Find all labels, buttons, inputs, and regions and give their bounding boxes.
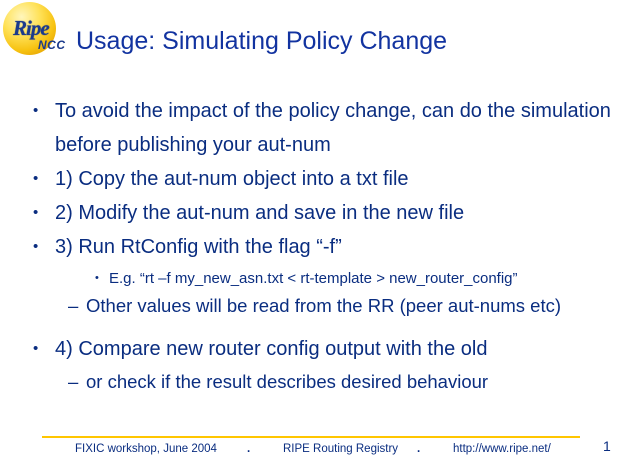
dash-bullet-item xyxy=(68,368,623,395)
slide-title: Usage: Simulating Policy Change xyxy=(76,27,448,55)
bullet-item xyxy=(33,196,623,230)
logo-ncc-text: NCC xyxy=(38,38,66,52)
bullet-marker: • xyxy=(33,102,39,119)
bullet-text: 2) Modify the aut-num and save in the new file xyxy=(55,202,465,224)
bullet-marker: • xyxy=(33,170,39,187)
page-number: 1 xyxy=(603,438,611,454)
footer-event: FIXIC workshop, June 2004 xyxy=(75,443,217,455)
bullet-marker: • xyxy=(33,238,39,255)
footer xyxy=(0,443,630,463)
bullet-text: 4) Compare new router config output with the old xyxy=(55,338,488,360)
bullet-text: 1) Copy the aut-num object into a txt file xyxy=(55,168,409,190)
footer-divider xyxy=(42,436,580,438)
bullet-text: Other values will be read from the RR (peer aut-nums etc) xyxy=(86,295,562,316)
footer-separator: . xyxy=(417,443,421,455)
slide-body xyxy=(33,94,623,395)
dash-bullet-item xyxy=(68,292,623,319)
sub-bullet-item xyxy=(95,267,623,290)
logo-ripe-text: Ripe xyxy=(13,16,49,40)
ripe-ncc-logo xyxy=(3,2,78,62)
bullet-marker: • xyxy=(95,272,99,284)
dash-marker: – xyxy=(68,371,79,392)
bullet-text: 3) Run RtConfig with the flag “-f” xyxy=(55,236,342,258)
bullet-text: E.g. “rt –f my_new_asn.txt < rt-template > new_router_config” xyxy=(109,270,518,287)
bullet-text: To avoid the impact of the policy change, can do the simulation before publishing your aut-num xyxy=(55,100,611,156)
footer-url: http://www.ripe.net/ xyxy=(453,443,551,455)
bullet-item xyxy=(33,94,623,162)
bullet-item xyxy=(33,230,623,264)
bullet-item xyxy=(33,162,623,196)
footer-separator: . xyxy=(247,443,251,455)
bullet-text: or check if the result describes desired behaviour xyxy=(86,371,489,392)
bullet-marker: • xyxy=(33,340,39,357)
bullet-item xyxy=(33,332,623,366)
bullet-marker: • xyxy=(33,204,39,221)
dash-marker: – xyxy=(68,295,79,316)
footer-registry: RIPE Routing Registry xyxy=(283,443,399,455)
